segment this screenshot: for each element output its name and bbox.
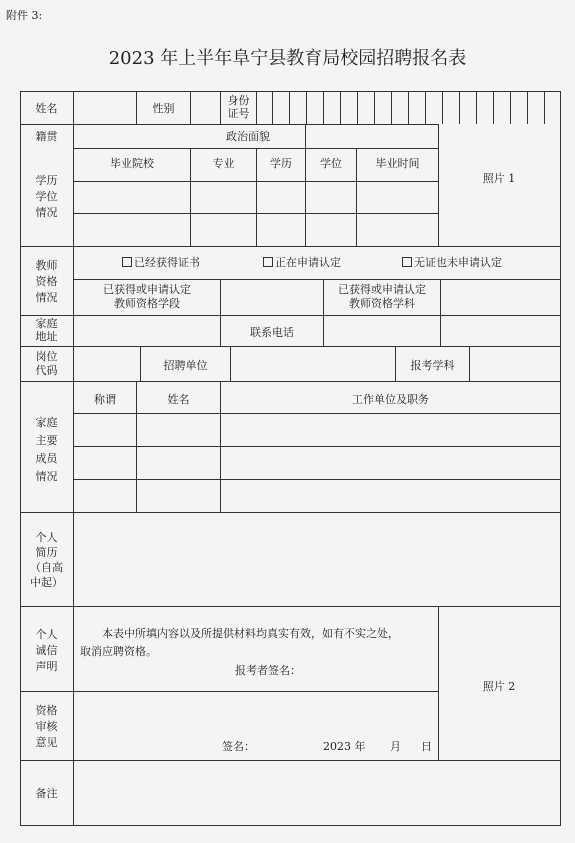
option-applying[interactable]: 正在申请认定: [263, 256, 341, 269]
label-id-number: 身份 证号: [227, 94, 250, 120]
col-grad-time: 毕业时间: [375, 157, 420, 170]
label-native-place: 籍贯: [35, 130, 58, 143]
checkbox-none[interactable]: [402, 257, 412, 267]
label-resume: 个人 简历 （自高 中起）: [30, 531, 63, 589]
exam-subject-field[interactable]: [470, 347, 560, 381]
review-month: 月: [390, 740, 401, 753]
form-table: [20, 91, 561, 826]
col-major: 专业: [212, 157, 235, 170]
recruit-unit-field[interactable]: [231, 347, 395, 381]
native-place-field[interactable]: [74, 125, 204, 148]
gender-field[interactable]: [191, 92, 220, 124]
label-recruit-unit: 招聘单位: [163, 359, 208, 372]
post-code-field[interactable]: [74, 347, 140, 381]
label-post-code: 岗位 代码: [35, 350, 58, 377]
label-education: 学历 学位 情况: [35, 174, 58, 219]
political-status-field[interactable]: [306, 125, 438, 148]
photo-2-label: 照片 2: [482, 680, 516, 693]
checkbox-obtained[interactable]: [122, 257, 132, 267]
label-subject: 已获得或申请认定 教师资格学科: [338, 283, 426, 310]
col-degree: 学位: [320, 157, 342, 170]
page-title: 2023 年上半年阜宁县教育局校园招聘报名表: [108, 48, 467, 69]
resume-field[interactable]: [74, 513, 560, 606]
col-member-name: 姓名: [167, 393, 190, 406]
label-political-status: 政治面貌: [226, 130, 270, 143]
label-address: 家庭 地址: [35, 317, 58, 343]
photo-1-label: 照片 1: [482, 172, 516, 185]
remarks-field[interactable]: [74, 761, 560, 825]
option-none[interactable]: 无证也未申请认定: [402, 256, 502, 269]
label-gender: 性别: [152, 102, 175, 115]
stage-field[interactable]: [221, 280, 323, 315]
review-year: 2023 年: [323, 740, 366, 753]
name-field[interactable]: [74, 92, 136, 124]
col-relation: 称谓: [94, 393, 116, 406]
label-teacher-qual: 教师 资格 情况: [35, 259, 58, 304]
integrity-text-1: 本表中所填内容以及所提供材料均真实有效，如有不实之处，: [102, 627, 399, 640]
col-grad-school: 毕业院校: [110, 157, 154, 170]
subject-field[interactable]: [441, 280, 560, 315]
address-field[interactable]: [74, 316, 220, 346]
integrity-text-2: 取消应聘资格。: [80, 645, 157, 658]
label-name: 姓名: [35, 102, 58, 115]
applicant-sign-label: 报考者签名：: [235, 664, 301, 677]
option-obtained[interactable]: 已经获得证书: [122, 256, 200, 269]
label-integrity: 个人 诚信 声明: [35, 628, 58, 673]
attachment-label: 附件 3:: [6, 9, 43, 22]
label-review: 资格 审核 意见: [35, 704, 58, 749]
checkbox-applying[interactable]: [263, 257, 273, 267]
label-phone: 联系电话: [250, 326, 294, 339]
col-work-unit: 工作单位及职务: [352, 393, 429, 406]
label-remarks: 备注: [35, 787, 58, 800]
phone-field[interactable]: [324, 316, 440, 346]
col-degree-level: 学历: [270, 157, 292, 170]
review-day: 日: [421, 740, 432, 753]
id-number-field[interactable]: [257, 92, 560, 124]
label-exam-subject: 报考学科: [410, 359, 455, 372]
label-stage: 已获得或申请认定 教师资格学段: [103, 283, 191, 310]
review-sign-label: 签名：: [222, 740, 255, 753]
label-family: 家庭 主要 成员 情况: [35, 416, 58, 483]
